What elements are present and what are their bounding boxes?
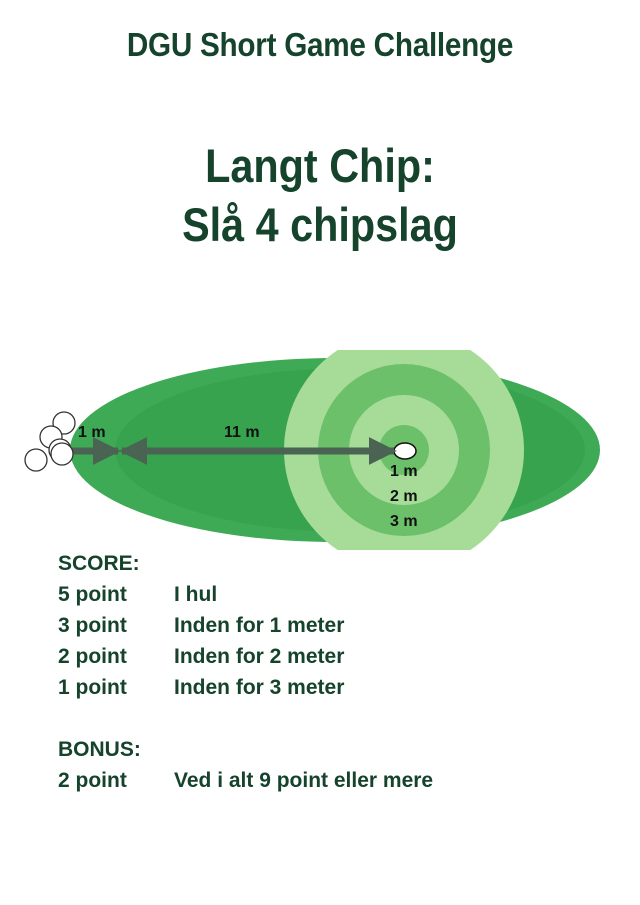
section-spacer <box>58 703 598 734</box>
ring-label-3m: 3 m <box>390 513 418 530</box>
score-points: 5 point <box>58 583 127 606</box>
drill-diagram-svg <box>0 350 640 550</box>
bonus-points: 2 point <box>58 769 127 792</box>
header-title: DGU Short Game Challenge <box>126 26 514 63</box>
bonus-description: Ved i alt 9 point eller mere <box>174 769 434 792</box>
score-description: Inden for 2 meter <box>174 645 345 668</box>
score-points: 2 point <box>58 645 127 668</box>
score-points: 1 point <box>58 676 127 699</box>
drill-diagram <box>0 350 640 550</box>
score-description: Inden for 3 meter <box>174 676 345 699</box>
ring-label-1m: 1 m <box>390 463 418 480</box>
drill-title-line-1: Langt Chip: <box>205 139 435 192</box>
score-row <box>58 610 598 641</box>
score-row <box>58 641 598 672</box>
scoring-table <box>58 548 598 796</box>
drill-title <box>38 136 601 254</box>
golf-ball-icon <box>25 449 47 471</box>
bonus-heading: BONUS: <box>58 738 141 761</box>
score-heading: SCORE: <box>58 552 140 575</box>
score-row <box>58 579 598 610</box>
drill-title-line-2: Slå 4 chipslag <box>182 198 458 251</box>
score-description: Inden for 1 meter <box>174 614 345 637</box>
distance-far-label: 11 m <box>224 424 260 441</box>
hole-icon <box>394 443 416 459</box>
golf-balls <box>25 412 75 471</box>
score-points: 3 point <box>58 614 127 637</box>
ring-label-2m: 2 m <box>390 488 418 505</box>
distance-near-label: 1 m <box>78 424 106 441</box>
score-row <box>58 672 598 703</box>
bonus-row <box>58 765 598 796</box>
golf-ball-icon <box>51 443 73 465</box>
score-description: I hul <box>174 583 218 606</box>
